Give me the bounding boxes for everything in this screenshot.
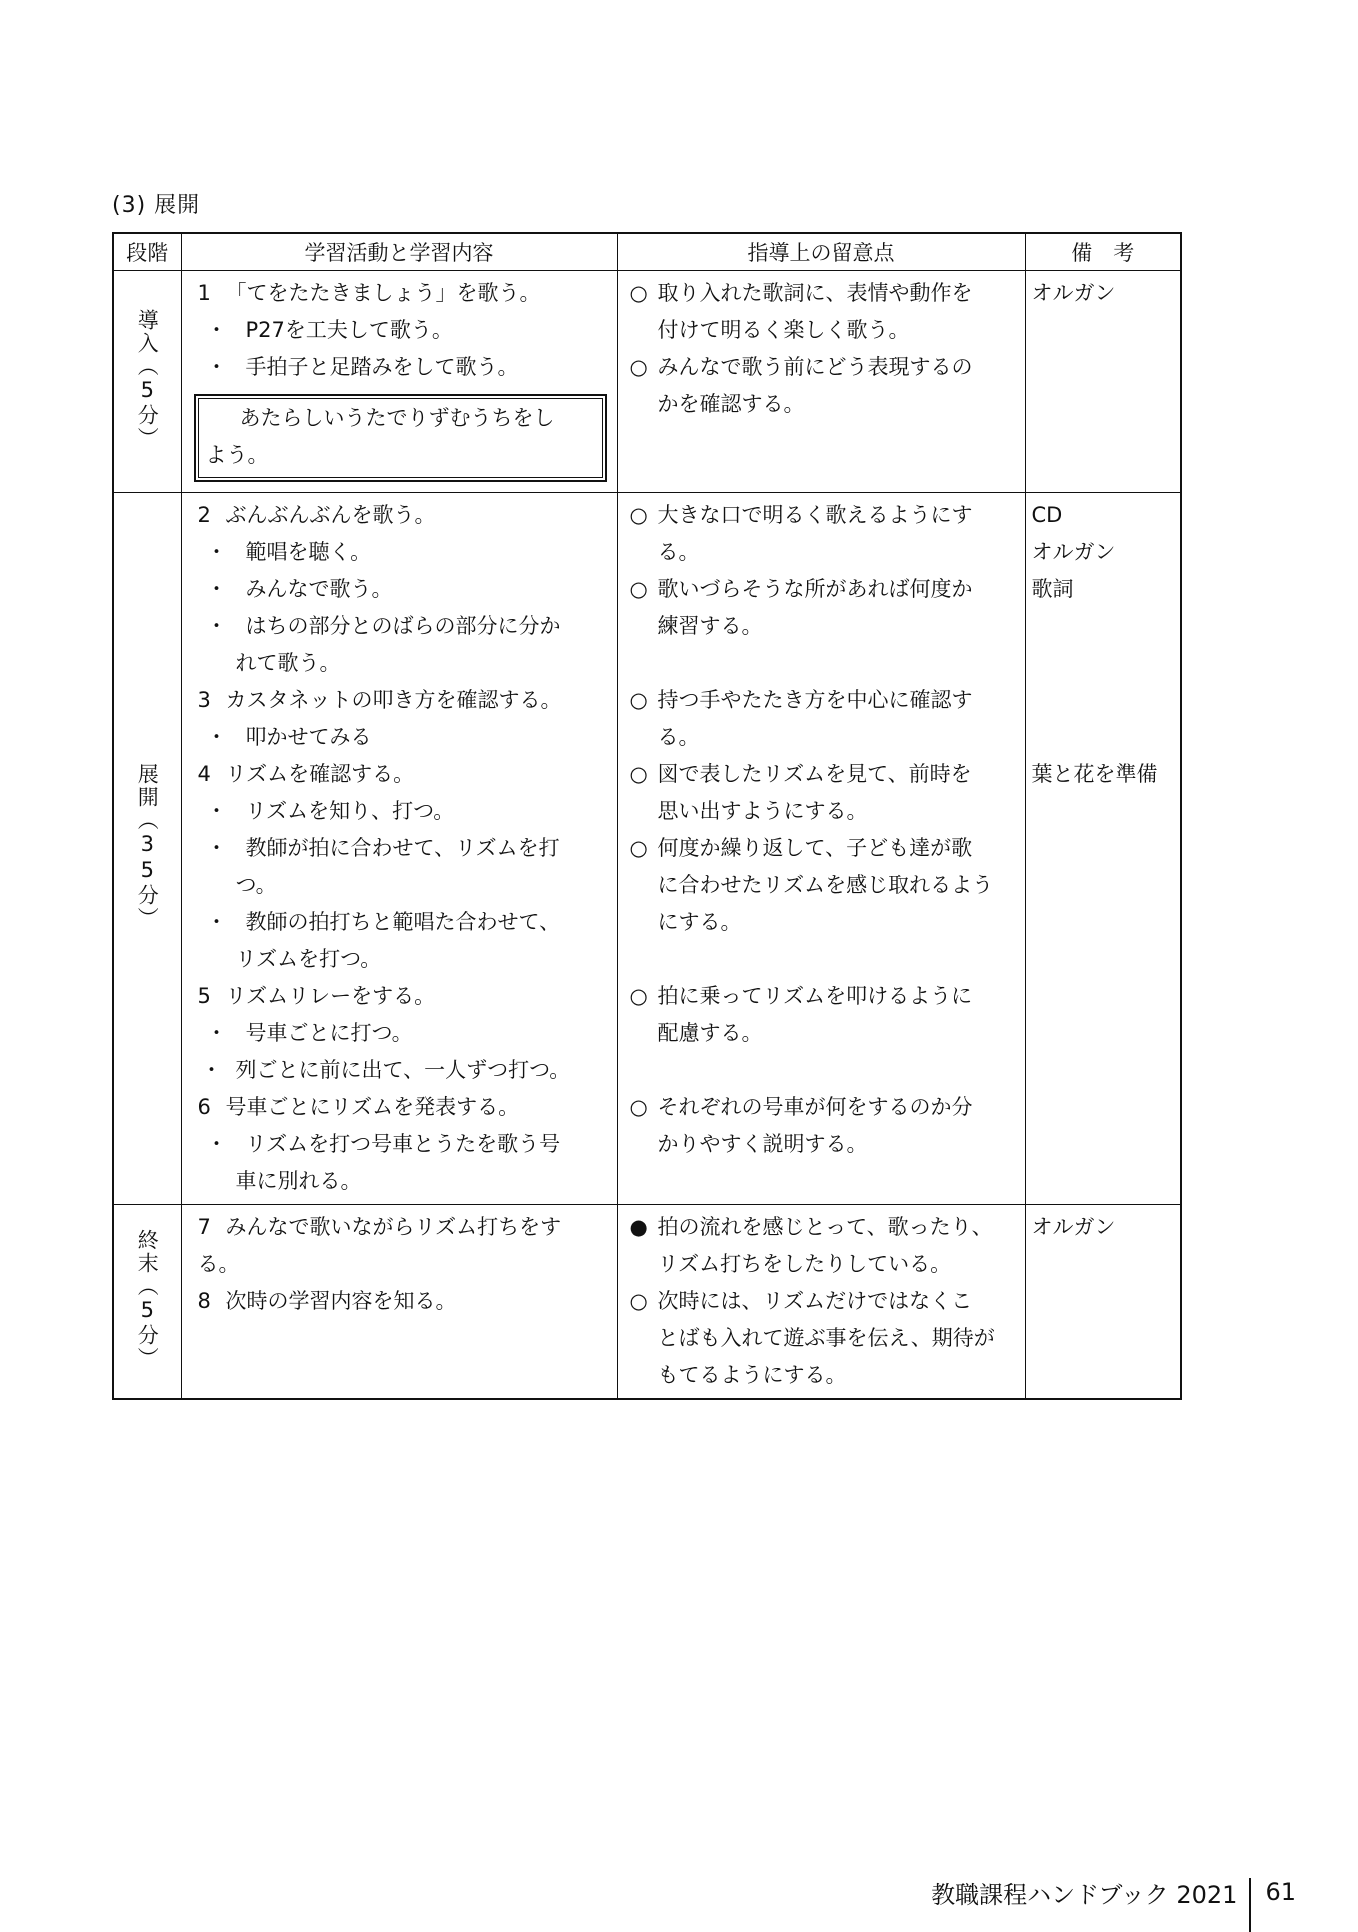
bullet: ・ <box>206 910 227 934</box>
activity-text: る。 <box>197 1252 240 1276</box>
note-text: オルガン <box>1031 1215 1116 1239</box>
point-text: 図で表したリズムを見て、前時を <box>657 762 972 786</box>
bullet: ・ <box>206 1132 227 1156</box>
activity-sub: 教師が拍に合わせて、リズムを打 <box>245 836 560 860</box>
activity-sub: 車に別れる。 <box>235 1169 362 1193</box>
note-text: 葉と花を準備 <box>1031 762 1158 786</box>
bullet: ・ <box>206 540 227 564</box>
notes-intro <box>1025 271 1181 493</box>
point-text: 歌いづらそうな所があれば何度か <box>657 577 973 601</box>
activity-sub: はちの部分とのばらの部分に分か <box>245 614 561 638</box>
notes-closing <box>1025 1205 1181 1400</box>
activity-num: 3 <box>197 688 211 712</box>
activity-text: 「てをたたきましょう」を歌う。 <box>225 281 541 305</box>
point-text: る。 <box>657 540 700 564</box>
stage-development-label: 展開（35分） <box>135 762 160 930</box>
point-text: にする。 <box>657 910 742 934</box>
points-intro <box>617 271 1025 493</box>
activity-text: リズムを確認する。 <box>225 762 415 786</box>
activity-sub: つ。 <box>235 873 277 897</box>
page-footer <box>931 1852 1296 1932</box>
activity-num: 4 <box>197 762 211 786</box>
notes-development <box>1025 493 1181 1205</box>
point-text: 大きな口で明るく歌えるようにす <box>657 503 973 527</box>
note-text: CD <box>1031 503 1063 527</box>
circle-mark: ○ <box>629 355 648 379</box>
header-stage: 段階 <box>113 233 181 271</box>
activity-num: 7 <box>197 1215 211 1239</box>
goal-line-1: あたらしいうたでりずむうちをし <box>239 406 555 430</box>
point-text: る。 <box>657 725 700 749</box>
point-text: かりやすく説明する。 <box>657 1132 868 1156</box>
point-text: 思い出すようにする。 <box>657 799 868 823</box>
activity-sub: リズムを知り、打つ。 <box>245 799 455 823</box>
circle-mark: ○ <box>629 1095 648 1119</box>
page-number: 61 <box>1265 1878 1296 1906</box>
activity-sub: 手拍子と足踏みをして歌う。 <box>245 355 519 379</box>
bullet: ・ <box>206 614 227 638</box>
activity-text: 号車ごとにリズムを発表する。 <box>225 1095 520 1119</box>
points-closing <box>617 1205 1025 1400</box>
activity-num: 1 <box>197 281 211 305</box>
stage-intro-label: 導入（5分） <box>135 308 160 450</box>
bullet: ・ <box>206 355 227 379</box>
table-row-intro <box>113 271 1181 493</box>
stage-closing <box>113 1205 181 1400</box>
lesson-plan-table <box>112 232 1182 1400</box>
circle-mark: ○ <box>629 577 648 601</box>
circle-mark: ○ <box>629 762 648 786</box>
activities-development <box>181 493 617 1205</box>
point-text: に合わせたリズムを感じ取れるよう <box>657 873 994 897</box>
note-text: オルガン <box>1031 540 1116 564</box>
point-text: 取り入れた歌詞に、表情や動作を <box>657 281 973 305</box>
circle-mark: ○ <box>629 1289 648 1313</box>
point-text: みんなで歌う前にどう表現するの <box>657 355 973 379</box>
activity-sub: れて歌う。 <box>235 651 341 675</box>
point-text: 練習する。 <box>657 614 763 638</box>
point-text: リズム打ちをしたりしている。 <box>657 1252 952 1276</box>
note-text: 歌詞 <box>1031 577 1074 601</box>
activity-sub: リズムを打つ。 <box>235 947 382 971</box>
activities-closing <box>181 1205 617 1400</box>
bullet: ・ <box>206 836 227 860</box>
activity-num: 8 <box>197 1289 211 1313</box>
point-text: 付けて明るく楽しく歌う。 <box>657 318 910 342</box>
table-row-development <box>113 493 1181 1205</box>
circle-mark: ○ <box>629 688 648 712</box>
circle-mark: ○ <box>629 503 648 527</box>
bullet: ・ <box>201 1058 222 1082</box>
stage-development <box>113 493 181 1205</box>
activities-intro <box>181 271 617 493</box>
circle-mark: ○ <box>629 836 648 860</box>
activity-sub: 列ごとに前に出て、一人ずつ打つ。 <box>235 1058 571 1082</box>
points-development <box>617 493 1025 1205</box>
note-text: オルガン <box>1031 281 1116 305</box>
footer-title: 教職課程ハンドブック 2021 <box>931 1880 1238 1909</box>
bullet: ・ <box>206 799 227 823</box>
bullet: ・ <box>206 1021 227 1045</box>
activity-sub: 教師の拍打ちと範唱た合わせて、 <box>245 910 561 934</box>
activity-sub: リズムを打つ号車とうたを歌う号 <box>245 1132 561 1156</box>
circle-mark: ○ <box>629 281 648 305</box>
point-text: 何度か繰り返して、子ども達が歌 <box>657 836 973 860</box>
circle-mark: ○ <box>629 984 648 1008</box>
bullet: ・ <box>206 725 227 749</box>
activity-sub: P27を工夫して歌う。 <box>245 318 453 342</box>
activity-num: 6 <box>197 1095 211 1119</box>
activity-text: 次時の学習内容を知る。 <box>225 1289 457 1313</box>
bullet: ・ <box>206 318 227 342</box>
activity-num: 2 <box>197 503 211 527</box>
footer-divider <box>1249 1878 1251 1932</box>
point-text: 拍の流れを感じとって、歌ったり、 <box>657 1215 993 1239</box>
activity-sub: 叩かせてみる <box>245 725 372 749</box>
point-text: それぞれの号車が何をするのか分 <box>657 1095 973 1119</box>
bullet: ・ <box>206 577 227 601</box>
goal-line-2: よう。 <box>205 443 269 467</box>
point-text: 配慮する。 <box>657 1021 763 1045</box>
point-text: もてるようにする。 <box>657 1363 847 1387</box>
activity-text: リズムリレーをする。 <box>225 984 436 1008</box>
header-points: 指導上の留意点 <box>617 233 1025 271</box>
activity-sub: みんなで歌う。 <box>245 577 393 601</box>
header-row <box>113 233 1181 271</box>
section-heading: (3) 展開 <box>112 193 201 218</box>
header-activities: 学習活動と学習内容 <box>181 233 617 271</box>
activity-text: カスタネットの叩き方を確認する。 <box>225 688 562 712</box>
activity-sub: 範唱を聴く。 <box>245 540 372 564</box>
point-text: とばも入れて遊ぶ事を伝え、期待が <box>657 1326 995 1350</box>
activity-text: ぶんぶんぶんを歌う。 <box>225 503 436 527</box>
activity-text: みんなで歌いながらリズム打ちをす <box>225 1215 562 1239</box>
stage-intro <box>113 271 181 493</box>
stage-closing-label: 終末（5分） <box>135 1228 160 1370</box>
table-row-closing <box>113 1205 1181 1400</box>
point-text: 拍に乗ってリズムを叩けるように <box>657 984 973 1008</box>
activity-num: 5 <box>197 984 211 1008</box>
lesson-goal-box <box>194 394 607 482</box>
filled-circle-mark: ● <box>629 1215 648 1239</box>
point-text: 次時には、リズムだけではなくこ <box>657 1289 973 1313</box>
point-text: 持つ手やたたき方を中心に確認す <box>657 688 973 712</box>
point-text: かを確認する。 <box>657 392 805 416</box>
activity-sub: 号車ごとに打つ。 <box>245 1021 413 1045</box>
header-notes: 備 考 <box>1025 233 1181 271</box>
